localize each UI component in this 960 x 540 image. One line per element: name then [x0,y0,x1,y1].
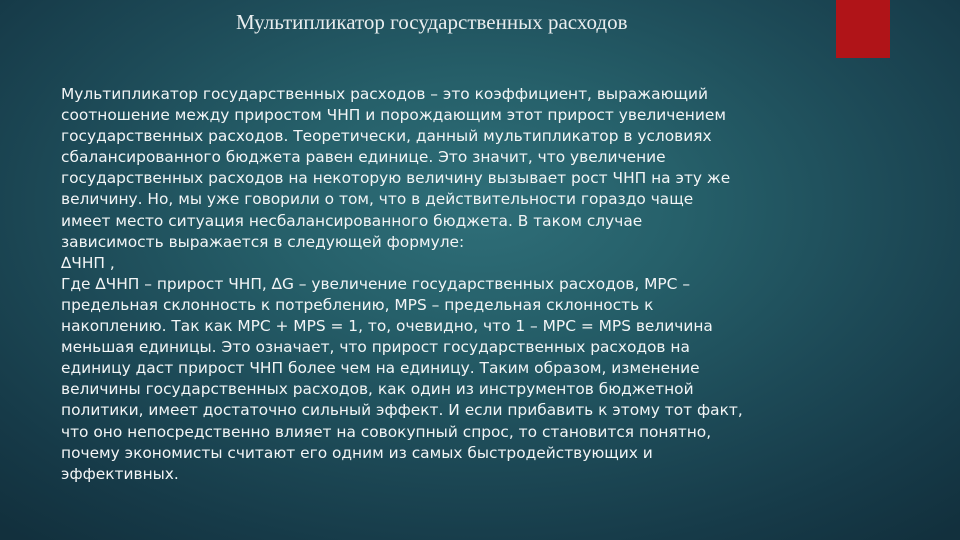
formula-line: ∆ЧНП , [61,253,115,272]
body-line: что оно непосредственно влияет на совокупный спрос, то становится понятно, [61,422,712,441]
slide-body [61,84,881,485]
body-line: Где ∆ЧНП – прирост ЧНП, ∆G – увеличение государственных расходов, MPC – [61,274,691,293]
body-line: государственных расходов на некоторую величину вызывает рост ЧНП на эту же [61,169,731,188]
body-line: Мультипликатор государственных расходов – это коэффициент, выражающий [61,85,709,103]
body-line: государственных расходов. Теоретически, данный мультипликатор в условиях [61,127,712,146]
body-line: почему экономисты считают его одним из самых быстродействующих и [61,443,653,462]
body-line: величины государственных расходов, как один из инструментов бюджетной [61,380,694,399]
body-line: имеет место ситуация несбалансированного бюджета. В таком случае [61,211,643,230]
body-line: соотношение между приростом ЧНП и порождающим этот прирост увеличением [61,106,726,125]
accent-bar [836,0,890,58]
slide-title: Мультипликатор государственных расходов [236,10,628,34]
body-line: политики, имеет достаточно сильный эффект. И если прибавить к этому тот факт, [61,401,743,420]
body-line: предельная склонность к потреблению, MPS – предельная склонность к [61,295,654,314]
body-line: сбалансированного бюджета равен единице. Это значит, что увеличение [61,148,666,167]
body-line: зависимость выражается в следующей формуле: [61,232,465,251]
body-line: накоплению. Так как MPC + MPS = 1, то, очевидно, что 1 – MPC = MPS величина [61,317,713,336]
body-line: эффективных. [61,464,179,483]
body-line: единицу даст прирост ЧНП более чем на единицу. Таким образом, изменение [61,359,700,378]
body-line: меньшая единицы. Это означает, что прирост государственных расходов на [61,338,690,357]
body-line: величину. Но, мы уже говорили о том, что в действительности гораздо чаще [61,190,694,209]
